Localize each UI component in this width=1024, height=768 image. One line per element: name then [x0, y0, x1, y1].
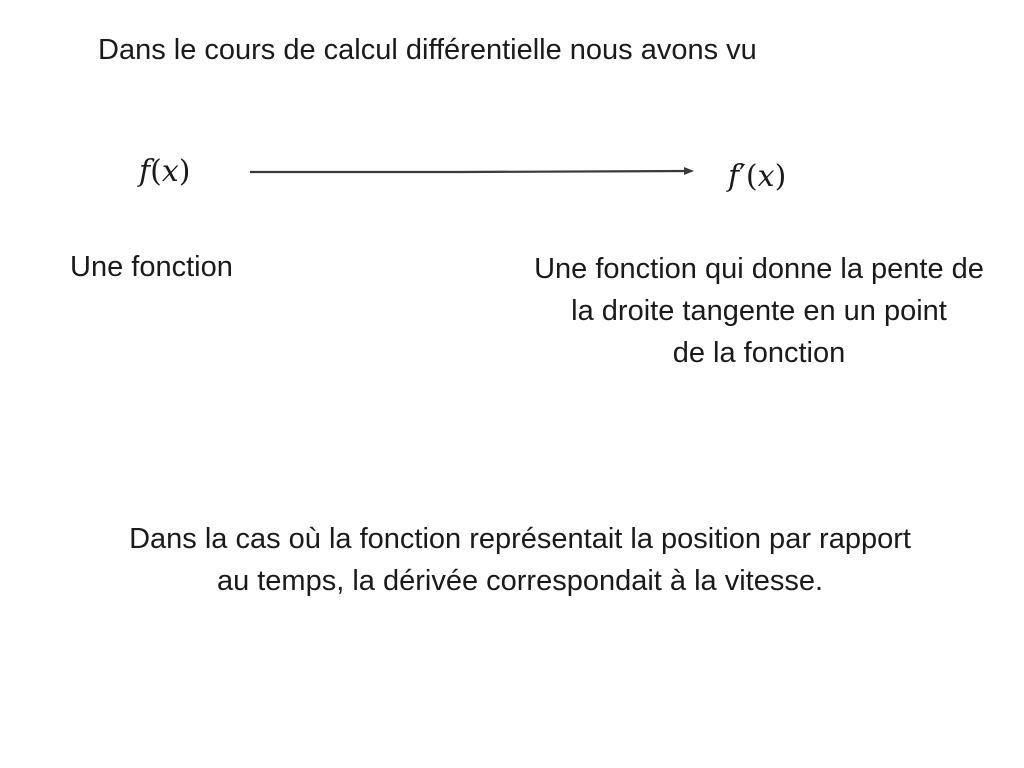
velocity-explanation — [0, 518, 1024, 602]
derivative-label — [474, 248, 1024, 374]
derivative-name: f — [728, 159, 740, 194]
function-label: Une fonction — [70, 251, 233, 283]
function-close-paren: ) — [178, 154, 191, 189]
function-variable: x — [161, 154, 179, 189]
derivative-expression — [728, 159, 787, 194]
function-name: f — [139, 154, 151, 189]
derivative-close-paren: ) — [774, 159, 787, 194]
derivative-label-line: la droite tangente en un point — [571, 295, 947, 327]
derivative-label-line: de la fonction — [672, 337, 846, 369]
derivative-variable: x — [757, 159, 775, 194]
function-open-paren: ( — [150, 154, 162, 189]
derivative-open-paren: ( — [745, 159, 758, 194]
function-expression — [139, 154, 191, 189]
velocity-explanation-line: au temps, la dérivée correspondait à la vitesse. — [216, 565, 824, 597]
slide-title: Dans le cours de calcul différentielle nous avons vu — [98, 34, 757, 66]
arrow-icon — [248, 160, 704, 184]
velocity-explanation-line: Dans la cas où la fonction représentait la position par rapport — [129, 523, 911, 555]
derivative-label-line: Une fonction qui donne la pente de — [534, 253, 984, 285]
derivative-prime: ′ — [739, 159, 746, 194]
